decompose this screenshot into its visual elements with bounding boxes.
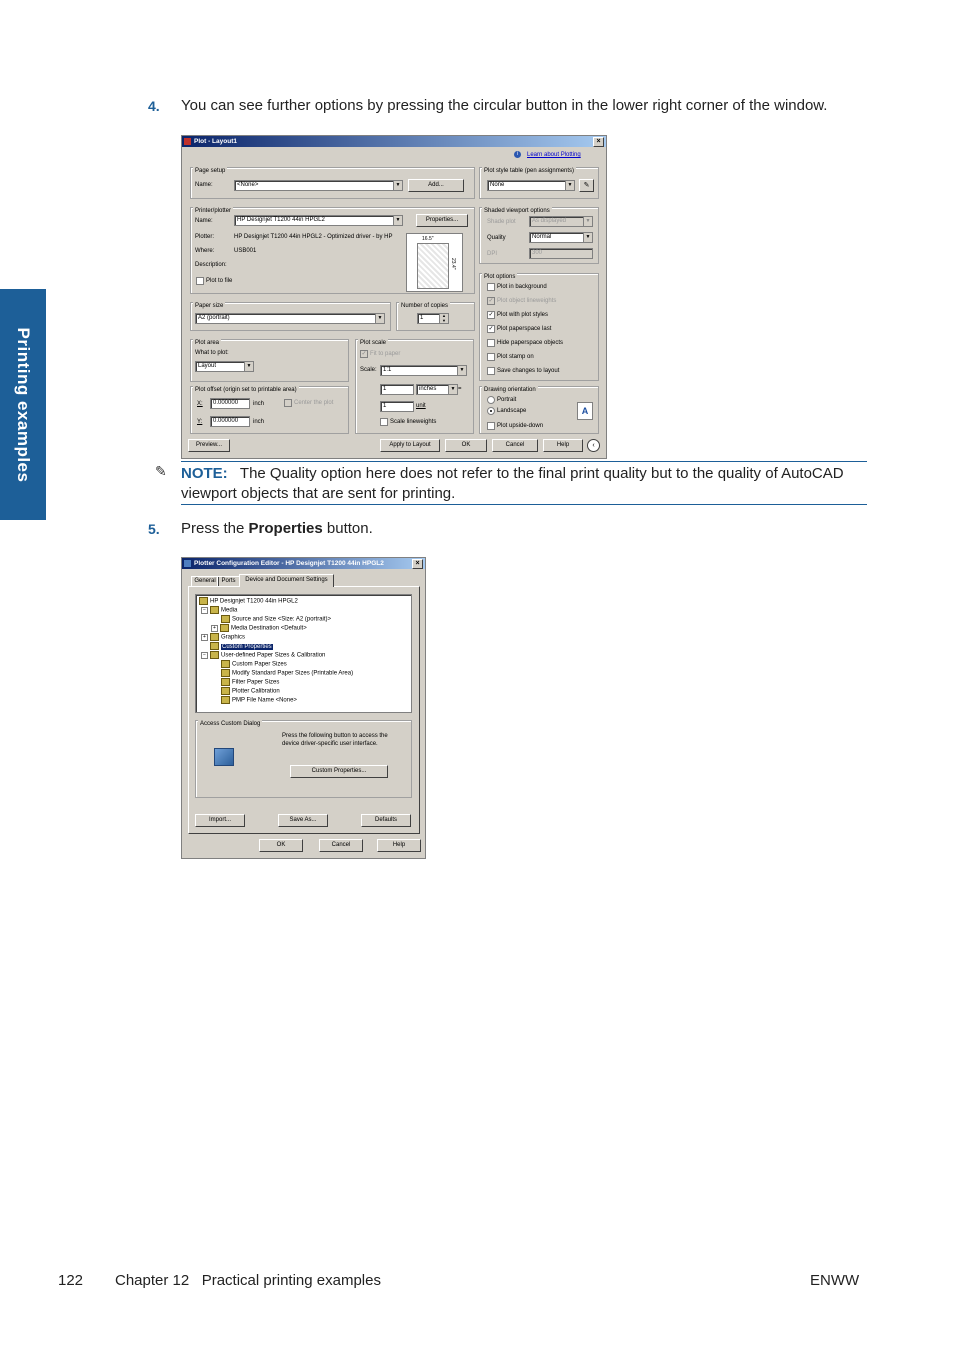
tree-item-label: Filter Paper Sizes [232,679,280,686]
plot-object-lineweights-label: Plot object lineweights [497,298,557,304]
tree-item-label: Custom Paper Sizes [232,661,287,668]
expand-icon[interactable]: + [201,634,208,641]
printer-plotter-group [190,207,475,294]
printer-name-label: Name: [195,218,213,224]
offset-x-unit: inch [253,401,265,407]
plot-offset-group [190,386,349,434]
where-label: Where: [195,248,215,254]
note-label: NOTE: [181,465,228,482]
scale-label: Scale: [360,367,377,373]
access-custom-dialog-title: Access Custom Dialog [200,721,261,727]
collapse-icon[interactable]: − [201,652,208,659]
plot-upside-down-label: Plot upside-down [497,423,544,429]
step-5-bold: Properties [248,520,323,537]
shade-plot-select[interactable] [529,216,593,227]
tree-item-label: User-defined Paper Sizes & Calibration [221,652,326,659]
printer-icon [199,597,208,605]
plot-with-styles-checkbox[interactable]: ✓ [488,312,494,318]
paper-size-select[interactable] [195,313,385,324]
chevron-down-icon: ▼ [393,216,402,225]
tree-item-label: HP Designjet T1200 44in HPGL2 [210,598,298,605]
help-button[interactable]: Help [543,439,583,452]
apply-to-layout-button[interactable]: Apply to Layout [380,439,440,452]
plot-scale-title: Plot scale [360,340,387,346]
scale-unit2-label: unit [416,403,426,409]
paper-preview [406,233,463,292]
scale-value2-input[interactable]: 1 [380,401,414,412]
import-button[interactable]: Import... [195,814,245,827]
scale-unit-select[interactable] [416,384,458,395]
page-setup-name-value: <None> [237,182,259,188]
paper-size-value: A2 (portrait) [198,315,230,321]
custom-properties-icon [210,642,219,650]
plot-to-file-checkbox[interactable] [196,277,204,285]
shade-plot-value: As displayed [532,218,567,224]
drawing-orientation-title: Drawing orientation [484,387,536,393]
copies-title: Number of copies [401,303,449,309]
plot-stamp-label: Plot stamp on [497,354,534,360]
chevron-down-icon: ▼ [375,314,384,323]
add-page-setup-button[interactable]: Add... [408,179,464,192]
paper-icon [221,660,230,668]
hide-paperspace-objects-checkbox[interactable] [487,339,495,347]
chevron-down-icon: ▼ [448,385,457,394]
page-number: 122 [58,1272,84,1289]
tree-item[interactable] [211,624,307,633]
custom-properties-button[interactable]: Custom Properties... [290,765,388,778]
media-icon [210,606,219,614]
step-5-text-after: button. [322,520,373,537]
copies-group [396,302,475,331]
info-icon: i [514,151,521,158]
paper-sizes-icon [210,651,219,659]
graphics-icon [210,633,219,641]
scale-lineweights-checkbox[interactable] [380,418,388,426]
tree-item[interactable] [221,696,297,705]
page-setup-name-label: Name: [195,182,213,188]
preview-width-label: 16.5" [422,236,434,242]
what-to-plot-label: What to plot: [195,350,229,356]
tree-item-label: Plotter Calibration [232,688,280,695]
footer-chapter: Chapter 12 Practical printing examples [115,1272,381,1289]
defaults-button[interactable]: Defaults [361,814,411,827]
plot-in-background-label: Plot in background [497,284,547,290]
close-icon[interactable]: × [412,559,423,569]
copies-value: 1 [420,315,424,321]
config-dialog-title: Plotter Configuration Editor - HP Designjet T1200 44in HPGL2 [194,560,384,567]
note-bottom-rule [181,504,867,505]
plot-offset-title: Plot offset (origin set to printable area) [195,387,297,393]
preview-page [417,243,449,289]
center-plot-checkbox[interactable] [284,399,292,407]
where-value: USB001 [234,248,257,254]
tree-item[interactable] [201,651,325,660]
tree-item[interactable] [221,687,280,696]
expand-icon[interactable]: + [211,625,218,632]
save-changes-label: Save changes to layout [497,368,560,374]
quality-label: Quality [487,235,506,241]
drawing-orientation-group [479,386,599,434]
what-to-plot-select[interactable] [195,361,254,372]
step-4-number: 4. [148,98,160,114]
scale-lineweights-label: Scale lineweights [390,419,437,425]
cancel-button[interactable]: Cancel [492,439,538,452]
offset-y-input[interactable]: 0.000000 [210,416,250,427]
learn-about-plotting-link[interactable]: Learn about Plotting [527,152,581,158]
portrait-label: Portrait [497,397,517,403]
plot-scale-group [355,339,474,434]
custom-dialog-icon [214,748,234,766]
printer-name-select[interactable] [234,215,403,226]
plot-to-file-label: Plot to file [206,278,233,284]
copies-stepper[interactable] [417,313,449,324]
side-tab-label: Printing examples [14,327,33,482]
page-setup-title: Page setup [195,168,226,174]
more-options-circle-icon[interactable]: ‹ [587,439,600,452]
plotter-value: HP Designjet T1200 44in HPGL2 - Optimized driver - by HP [234,234,393,240]
chevron-down-icon: ▼ [393,181,402,190]
chevron-down-icon: ▼ [583,233,592,242]
plot-dialog-title: Plot - Layout1 [194,138,237,145]
save-changes-checkbox[interactable] [487,367,495,375]
plot-style-table-title: Plot style table (pen assignments) [484,168,575,174]
tree-item-label: Modify Standard Paper Sizes (Printable Area) [232,670,354,677]
calibration-icon [221,687,230,695]
spinner-icon: ▲ ▼ [439,314,448,323]
tree-item[interactable] [221,669,353,678]
tab-device-document-settings[interactable]: Device and Document Settings [239,574,334,587]
paper-icon [221,615,230,623]
plot-area-group [190,339,349,382]
center-plot-label: Center the plot [294,400,334,406]
save-as-button[interactable]: Save As... [278,814,328,827]
autocad-app-icon [184,138,191,145]
dpi-input[interactable]: 300 [529,248,593,259]
step-5-text [181,520,373,537]
tree-item[interactable] [221,615,331,624]
footer-enww: ENWW [810,1272,860,1289]
fit-to-paper-checkbox[interactable]: ✓ [361,351,367,357]
shaded-viewport-title: Shaded viewport options [484,208,550,214]
filter-icon [221,678,230,686]
tree-item[interactable] [201,633,245,642]
plot-dialog-titlebar [182,136,606,147]
tree-item[interactable] [221,660,287,669]
plotter-label: Plotter: [195,234,215,240]
tree-item-label: Media [221,607,238,614]
close-icon[interactable]: × [593,137,604,147]
offset-x-label: X: [197,401,203,407]
plot-in-background-checkbox[interactable] [487,283,495,291]
quality-value: Normal [532,234,552,240]
destination-icon [220,624,229,632]
tree-item-label: Custom Properties [222,643,272,650]
chevron-down-icon: ▼ [583,217,592,226]
scale-select[interactable] [380,365,467,376]
page-setup-group [190,167,475,199]
fit-to-paper-label: Fit to paper [370,351,401,357]
preview-button[interactable]: Preview... [188,439,230,452]
chevron-down-icon: ▼ [244,362,253,371]
tree-item-label: Graphics [221,634,246,641]
note-block [181,464,867,504]
note-icon: ✎ [155,463,167,479]
note-text: The Quality option here does not refer to the final print quality but to the quality of AutoCAD viewport objects that are sent for printing. [181,465,844,502]
settings-tree [195,594,412,713]
plotter-app-icon [184,560,191,567]
chapter-side-tab [0,289,46,520]
plot-area-title: Plot area [195,340,220,346]
paper-size-group [190,302,391,331]
description-label: Description: [195,262,227,268]
collapse-icon[interactable]: − [201,607,208,614]
scale-value: 1:1 [383,367,392,373]
quality-select[interactable] [529,232,593,243]
plotter-config-dialog [181,557,426,859]
plot-style-table-value: None [490,182,505,188]
paper-icon [221,669,230,677]
printer-plotter-title: Printer/plotter [195,208,232,214]
plot-stamp-checkbox[interactable] [487,353,495,361]
ok-button[interactable]: OK [259,839,303,852]
step-5-text-before: Press the [181,520,249,537]
access-custom-dialog-group [195,720,412,798]
landscape-label: Landscape [497,408,527,414]
pmp-file-icon [221,696,230,704]
equals-sign: = [458,386,462,392]
chevron-down-icon: ▼ [565,181,574,190]
plot-paperspace-last-checkbox[interactable]: ✓ [488,326,494,332]
tree-item-label: PMP File Name <None> [232,697,297,704]
scale-unit-value: inches [419,386,437,392]
tree-item[interactable] [201,606,237,615]
offset-y-unit: inch [253,419,265,425]
plot-object-lineweights-checkbox[interactable]: ✓ [488,298,494,304]
edit-style-icon[interactable]: ✎ [579,179,594,192]
tree-item-label: Media Destination <Default> [231,625,307,632]
ok-button[interactable]: OK [445,439,487,452]
plot-options-title: Plot options [484,274,516,280]
tree-item[interactable] [199,597,298,606]
paper-size-title: Paper size [195,303,224,309]
step-4-text: You can see further options by pressing the circular button in the lower right corner of the window. [181,97,828,114]
page-setup-name-select[interactable] [234,180,403,191]
what-to-plot-value: Layout [198,363,217,369]
scale-value1-input[interactable]: 1 [380,384,414,395]
hide-paperspace-objects-label: Hide paperspace objects [497,340,564,346]
note-top-rule [181,461,867,462]
portrait-radio[interactable] [487,396,495,404]
shaded-viewport-group [479,207,599,264]
tab-general[interactable]: General [191,576,219,586]
help-button[interactable]: Help [377,839,421,852]
landscape-radio[interactable] [487,407,495,415]
offset-y-label: Y: [197,419,203,425]
plot-paperspace-last-label: Plot paperspace last [497,326,552,332]
printer-properties-button[interactable]: Properties... [416,214,468,227]
plot-style-table-group [479,167,599,199]
offset-x-input[interactable]: 0.000000 [210,398,250,409]
config-dialog-titlebar [182,558,425,569]
plot-upside-down-checkbox[interactable] [487,422,495,430]
plot-style-table-select[interactable] [487,180,575,191]
plot-dialog [181,135,607,459]
step-5-number: 5. [148,521,160,537]
access-custom-text: Press the following button to access the device driver-specific user interface. [282,733,388,747]
plot-with-styles-label: Plot with plot styles [497,312,549,318]
tab-ports[interactable]: Ports [217,576,240,586]
tree-item[interactable] [221,678,279,687]
tree-item-custom-properties[interactable] [210,642,273,651]
printer-name-value: HP Designjet T1200 44in HPGL2 [237,217,325,223]
plot-options-group [479,273,599,381]
tree-item-label: Source and Size <Size: A2 (portrait)> [232,616,332,623]
cancel-button[interactable]: Cancel [319,839,363,852]
preview-height-label: 23.4" [450,258,456,270]
chevron-down-icon: ▼ [457,366,466,375]
dpi-label: DPI [487,251,498,257]
shade-plot-label: Shade plot [487,219,516,225]
orientation-preview-icon: A [577,402,593,420]
